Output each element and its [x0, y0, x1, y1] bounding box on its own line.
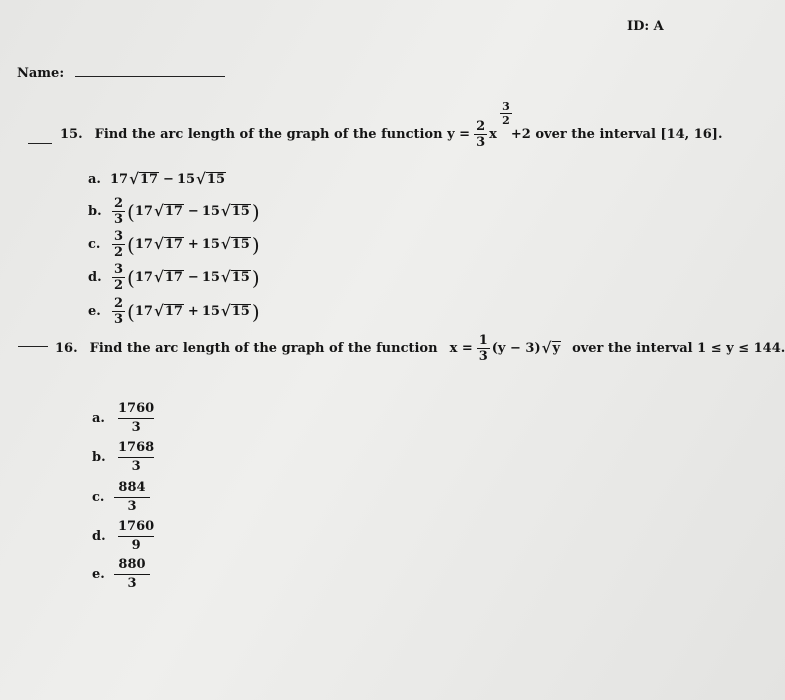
- q16-paren-expr: (y − 3): [491, 341, 541, 356]
- q15-number: 15.: [60, 127, 83, 142]
- choice-coefficient: $\frac{3}{2}$: [114, 229, 124, 260]
- choice-numerator: 1760: [118, 519, 155, 534]
- q16-answer-blank: [18, 346, 48, 347]
- choice-denominator: 3: [118, 418, 154, 435]
- choice-denominator: 9: [118, 536, 154, 553]
- choice-denominator: 3: [114, 497, 150, 514]
- choice-letter: b.: [88, 204, 102, 219]
- choice-coefficient: $\frac{2}{3}$: [114, 296, 124, 327]
- q15-var: x: [489, 127, 497, 142]
- choice-fraction: [114, 441, 158, 473]
- sqrt-17: √ 17: [153, 234, 183, 253]
- choice-coefficient: $\frac{2}{3}$: [114, 196, 124, 227]
- choice-coefficient: $\frac{3}{2}$: [114, 262, 124, 293]
- q15-power: [489, 100, 510, 142]
- q15-suffix: +2 over the interval [14, 16].: [510, 127, 723, 142]
- choice-fraction: [114, 558, 150, 590]
- choice-letter: b.: [92, 449, 106, 465]
- q16-suffix: over the interval 1 ≤ y ≤ 144.: [572, 341, 785, 356]
- q15-choice-3: c. $\frac{3}{2}$ ( 17 √ 17 + 15 √ 15 ): [88, 229, 260, 260]
- name-label: Name:: [17, 66, 65, 81]
- q15-prompt: Find the arc length of the graph of the function y =: [94, 127, 471, 142]
- choice-denominator: 3: [114, 574, 150, 591]
- id-label: ID: A: [627, 19, 664, 34]
- q15-answer-blank: [28, 143, 52, 144]
- sqrt-15: √ 15: [220, 267, 250, 286]
- choice-letter: c.: [88, 237, 101, 252]
- q16-choice-3: [92, 481, 150, 513]
- choice-fraction: [114, 481, 150, 513]
- choice-denominator: 3: [118, 457, 154, 474]
- choice-letter: a.: [92, 410, 105, 426]
- sqrt-17: √ 17: [153, 301, 183, 320]
- q15-choice-4: d. $\frac{3}{2}$ ( 17 √ 17 − 15 √ 15 ): [88, 262, 260, 293]
- q16-prompt-line: [55, 334, 785, 363]
- q16-prompt: Find the arc length of the graph of the function: [89, 341, 438, 356]
- choice-fraction: [114, 520, 158, 552]
- name-blank-line: [75, 76, 225, 77]
- choice-letter: d.: [88, 270, 102, 285]
- q16-sqrt: √ y: [541, 338, 561, 357]
- choice-numerator: 1760: [118, 401, 155, 416]
- q16-lhs: x =: [449, 341, 473, 356]
- choice-letter: e.: [92, 566, 105, 582]
- sqrt-17: √ 17: [129, 170, 159, 188]
- sqrt-17: √ 17: [153, 201, 183, 220]
- sqrt-15: √ 15: [220, 234, 250, 253]
- q16-coefficient: $\frac{1}{3}$: [478, 333, 488, 364]
- q16-number: 16.: [55, 341, 78, 356]
- choice-letter: e.: [88, 304, 101, 319]
- q16-choice-4: [92, 520, 158, 552]
- q15-prompt-line: [60, 100, 723, 150]
- q16-choice-5: [92, 558, 150, 590]
- q15-choice-2: b. $\frac{2}{3}$ ( 17 √ 17 − 15 √ 15 ): [88, 196, 260, 227]
- choice-letter: c.: [92, 489, 105, 505]
- q15-exponent: $\frac{3}{2}$: [502, 100, 510, 127]
- q15-choice-1: a. 17 √ 17 − 15 √ 15: [88, 170, 225, 188]
- sqrt-15: √ 15: [220, 301, 250, 320]
- choice-numerator: 884: [118, 480, 146, 495]
- sqrt-15: √ 15: [196, 170, 225, 188]
- choice-fraction: [114, 402, 158, 434]
- choice-letter: a.: [88, 172, 101, 188]
- q16-choice-1: [92, 402, 158, 434]
- sqrt-15: √ 15: [220, 201, 250, 220]
- sqrt-17: √ 17: [153, 267, 183, 286]
- q16-choice-2: [92, 441, 158, 473]
- q15-choice-5: e. $\frac{2}{3}$ ( 17 √ 17 + 15 √ 15 ): [88, 296, 260, 327]
- choice-numerator: 1768: [118, 440, 155, 455]
- choice-letter: d.: [92, 528, 106, 544]
- q15-coefficient: $\frac{2}{3}$: [476, 119, 486, 150]
- choice-numerator: 880: [118, 557, 146, 572]
